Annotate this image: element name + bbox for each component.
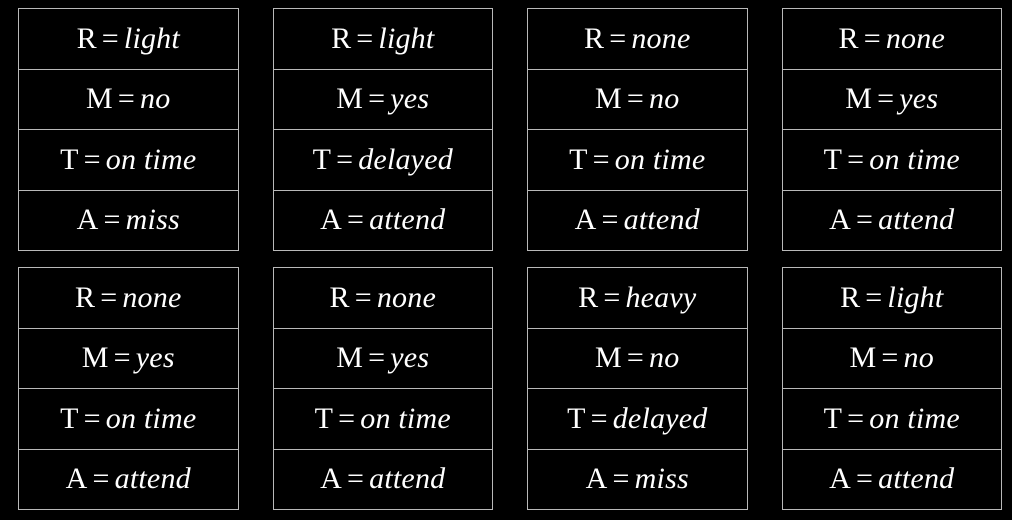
instance-card (18, 267, 239, 510)
attribute-row (274, 70, 493, 131)
equals-sign: = (590, 401, 608, 435)
attribute-key: M (595, 82, 622, 116)
attribute-value: heavy (625, 280, 697, 314)
attribute-key: T (60, 142, 79, 176)
attribute-value: on time (105, 401, 197, 435)
attribute-value: none (885, 21, 945, 55)
attribute-key: M (845, 82, 873, 116)
attribute-key: A (585, 462, 608, 496)
equals-sign: = (626, 341, 645, 375)
equals-sign: = (117, 82, 136, 116)
attribute-value: attend (369, 203, 446, 237)
attribute-value: no (649, 341, 680, 375)
attribute-value: yes (899, 82, 939, 116)
attribute-row (783, 268, 1002, 329)
attribute-key: T (823, 401, 843, 435)
instance-card (782, 8, 1003, 251)
attribute-row (528, 450, 747, 510)
attribute-value: delayed (358, 142, 453, 176)
attribute-value: attend (369, 462, 446, 496)
attribute-row (783, 389, 1002, 450)
attribute-row (274, 268, 493, 329)
attribute-value: attend (114, 462, 191, 496)
attribute-row (783, 130, 1002, 191)
attribute-row (783, 329, 1002, 390)
attribute-value: no (649, 82, 680, 116)
equals-sign: = (113, 341, 131, 375)
attribute-row (19, 268, 238, 329)
equals-sign: = (847, 401, 865, 435)
instance-card (782, 267, 1003, 510)
attribute-value: none (376, 280, 436, 314)
attribute-value: yes (390, 341, 430, 375)
instance-card (273, 8, 494, 251)
attribute-key: A (320, 462, 343, 496)
equals-sign: = (609, 21, 627, 55)
attribute-value: none (122, 280, 182, 314)
attribute-value: attend (878, 462, 955, 496)
equals-sign: = (92, 462, 110, 496)
attribute-key: M (336, 82, 364, 116)
attribute-row (528, 329, 747, 390)
attribute-value: delayed (612, 401, 708, 435)
equals-sign: = (856, 203, 874, 237)
attribute-value: on time (869, 401, 960, 435)
attribute-row (528, 9, 747, 70)
attribute-row (274, 329, 493, 390)
attribute-value: no (140, 82, 171, 116)
attribute-key: A (829, 462, 852, 496)
equals-sign: = (347, 462, 365, 496)
attribute-row (19, 9, 238, 70)
equals-sign: = (356, 21, 374, 55)
attribute-key: A (320, 203, 343, 237)
attribute-value: on time (360, 401, 451, 435)
attribute-row (19, 191, 238, 251)
attribute-value: none (631, 21, 691, 55)
equals-sign: = (100, 280, 118, 314)
attribute-value: attend (878, 203, 955, 237)
attribute-row (783, 70, 1002, 131)
equals-sign: = (101, 21, 119, 55)
equals-sign: = (856, 462, 874, 496)
equals-sign: = (865, 280, 883, 314)
attribute-key: T (314, 401, 334, 435)
equals-sign: = (338, 401, 356, 435)
attribute-value: yes (135, 341, 175, 375)
attribute-value: light (887, 280, 944, 314)
equals-sign: = (336, 142, 354, 176)
attribute-key: T (312, 142, 332, 176)
equals-sign: = (368, 82, 386, 116)
equals-sign: = (601, 203, 619, 237)
attribute-row (528, 191, 747, 251)
attribute-row (528, 70, 747, 131)
attribute-row (783, 450, 1002, 510)
attribute-key: R (76, 21, 97, 55)
attribute-key: R (578, 280, 599, 314)
attribute-key: A (65, 462, 88, 496)
attribute-key: M (81, 341, 109, 375)
equals-sign: = (368, 341, 386, 375)
attribute-row (274, 191, 493, 251)
attribute-value: light (123, 21, 180, 55)
attribute-row (528, 389, 747, 450)
attribute-row (783, 191, 1002, 251)
equals-sign: = (877, 82, 895, 116)
equals-sign: = (592, 142, 610, 176)
equals-sign: = (847, 142, 865, 176)
attribute-key: R (584, 21, 605, 55)
attribute-key: T (60, 401, 79, 435)
attribute-key: M (849, 341, 877, 375)
attribute-key: R (75, 280, 96, 314)
attribute-row (19, 450, 238, 510)
attribute-row (19, 70, 238, 131)
equals-sign: = (103, 203, 121, 237)
attribute-value: miss (634, 462, 689, 496)
attribute-row (783, 9, 1002, 70)
attribute-row (19, 329, 238, 390)
equals-sign: = (863, 21, 881, 55)
attribute-key: M (86, 82, 113, 116)
equals-sign: = (83, 142, 101, 176)
attribute-key: T (569, 142, 588, 176)
attribute-row (274, 389, 493, 450)
attribute-key: A (829, 203, 852, 237)
attribute-key: A (76, 203, 99, 237)
attribute-key: M (595, 341, 622, 375)
attribute-row (19, 389, 238, 450)
attribute-row (528, 130, 747, 191)
attribute-row (528, 268, 747, 329)
attribute-key: R (331, 21, 352, 55)
attribute-row (274, 9, 493, 70)
attribute-value: on time (614, 142, 706, 176)
attribute-key: T (823, 142, 843, 176)
attribute-value: miss (125, 203, 180, 237)
attribute-value: yes (390, 82, 430, 116)
equals-sign: = (612, 462, 630, 496)
equals-sign: = (626, 82, 645, 116)
attribute-value: no (903, 341, 934, 375)
attribute-row (274, 130, 493, 191)
attribute-row (274, 450, 493, 510)
attribute-value: light (378, 21, 435, 55)
attribute-key: A (574, 203, 597, 237)
attribute-key: M (336, 341, 364, 375)
attribute-value: on time (105, 142, 197, 176)
equals-sign: = (354, 280, 372, 314)
equals-sign: = (603, 280, 621, 314)
attribute-key: R (329, 280, 350, 314)
attribute-key: R (840, 280, 861, 314)
attribute-value: on time (869, 142, 960, 176)
instance-card (527, 267, 748, 510)
instance-card (18, 8, 239, 251)
attribute-value: attend (623, 203, 700, 237)
equals-sign: = (881, 341, 899, 375)
equals-sign: = (83, 401, 101, 435)
attribute-key: R (838, 21, 859, 55)
attribute-key: T (567, 401, 586, 435)
equals-sign: = (347, 203, 365, 237)
instance-card (527, 8, 748, 251)
instance-card (273, 267, 494, 510)
attribute-row (19, 130, 238, 191)
